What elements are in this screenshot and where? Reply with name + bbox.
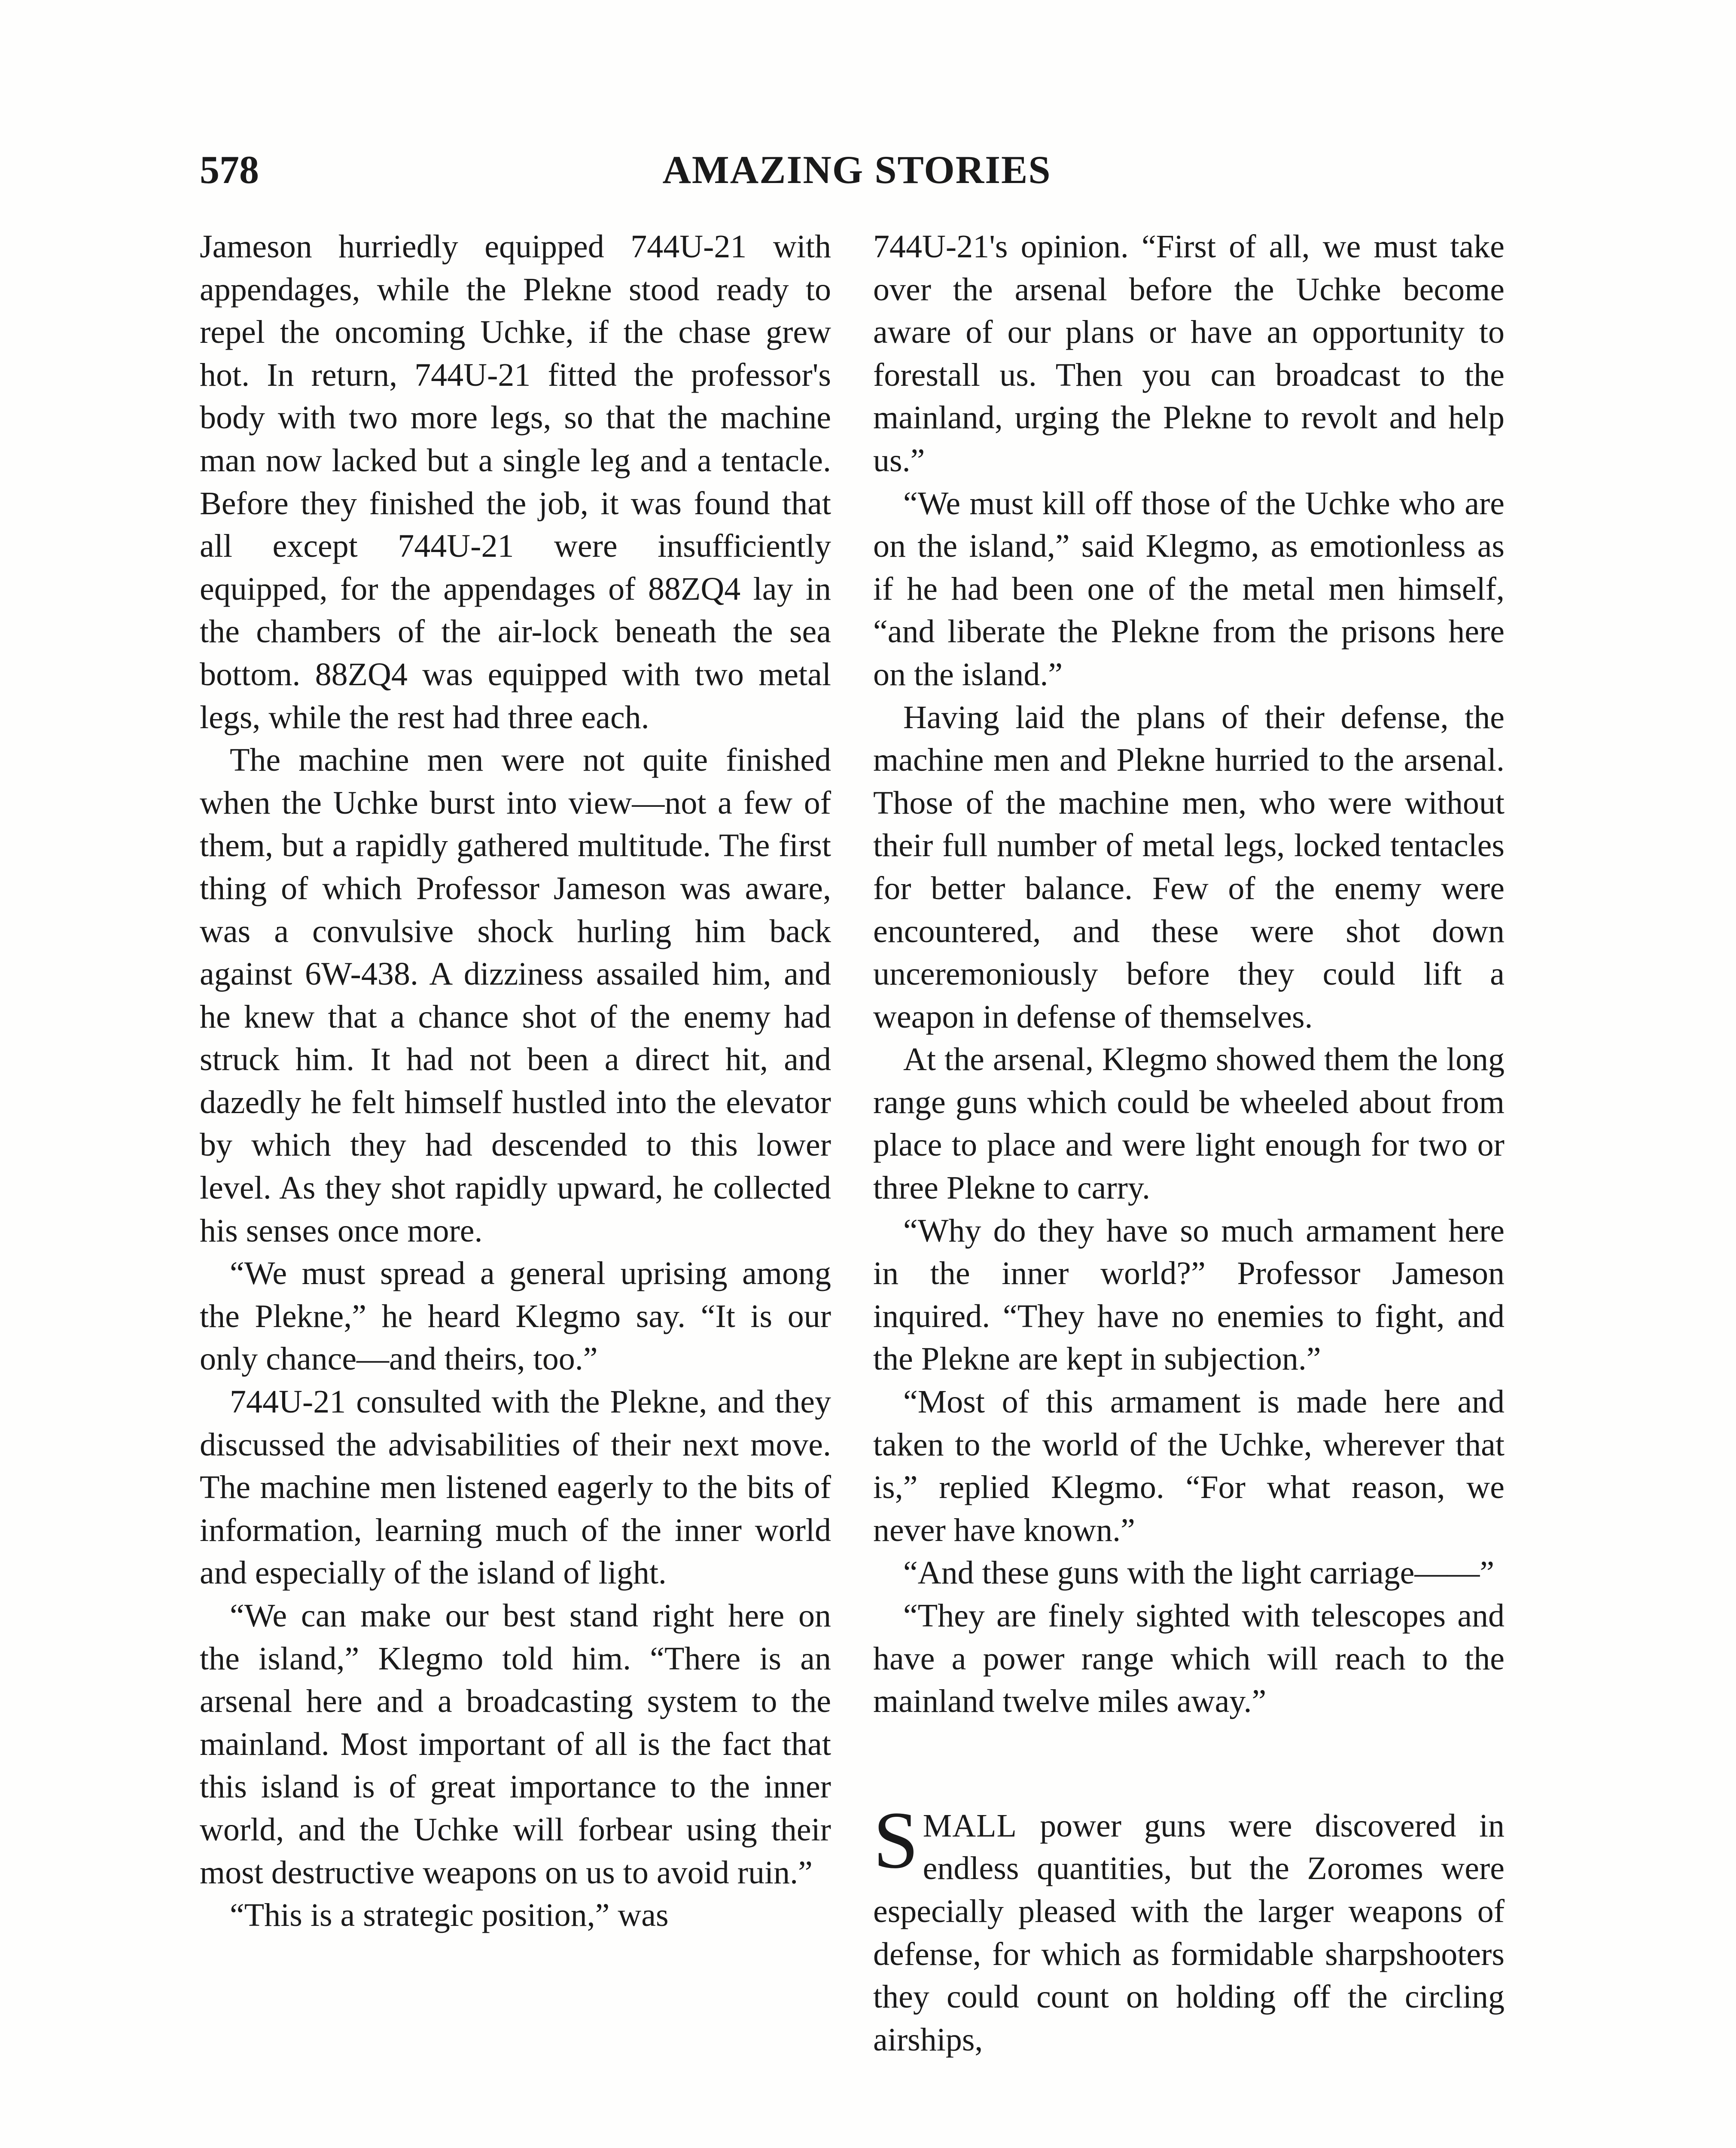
page-header [200, 144, 1514, 204]
paragraph: Having laid the plans of their defense, the machine men and Plekne hurried to the arsenal. Those of the machine men, who were without their full number of metal legs, locked tentacles for better balance. Few of the enemy were encountered, and these were shot down unceremoniously before they could lift a weapon in defense of themselves. [873, 699, 1505, 1035]
drop-cap: S [873, 1795, 919, 1886]
section-lead-word: MALL [923, 1807, 1017, 1844]
paragraph: “And these guns with the light carriage——” [903, 1555, 1495, 1591]
paragraph: Jameson hurriedly equipped 744U-21 with appendages, while the Plekne stood ready to repel the oncoming Uchke, if the chase grew hot. In return, 744U-21 fitted the professor's body with two more legs, so that the machine man now lacked but a single leg and a tentacle. Before they finished the job, it was found that all except 744U-21 were insufficiently equipped, for the appendages of 88ZQ4 lay in the chambers of the air-lock beneath the sea bottom. 88ZQ4 was equipped with two metal legs, while the rest had three each. [200, 229, 831, 735]
paragraph: “We must spread a general uprising among the Plekne,” he heard Klegmo say. “It is our only chance—and theirs, too.” [200, 1255, 831, 1377]
paragraph: “We can make our best stand right here on the island,” Klegmo told him. “There is an arsenal here and a broadcasting system to the mainland. Most important of all is the fact that this island is of great importance to the inner world, and the Uchke will forbear using their most destructive weapons on us to avoid ruin.” [200, 1598, 831, 1891]
page-number: 578 [200, 148, 259, 192]
paragraph: “They are finely sighted with telescopes and have a power range which will reach to the mainland twelve miles away.” [873, 1598, 1505, 1720]
paragraph: “Why do they have so much armament here in the inner world?” Professor Jameson inquired. “They have no enemies to fight, and the Plekne are kept in subjection.” [873, 1212, 1505, 1377]
left-column [200, 226, 831, 1937]
paragraph: “Most of this armament is made here and taken to the world of the Uchke, wherever that is,” replied Klegmo. “For what reason, we never have known.” [873, 1384, 1505, 1548]
paragraph: At the arsenal, Klegmo showed them the long range guns which could be wheeled about from place to place and were light enough for two or three Plekne to carry. [873, 1041, 1505, 1206]
paragraph: 744U-21's opinion. “First of all, we must take over the arsenal before the Uchke become aware of our plans or have an opportunity to forestall us. Then you can broadcast to the mainland, urging the Plekne to revolt and help us.” [873, 229, 1505, 479]
right-column [873, 226, 1505, 2061]
paragraph: “We must kill off those of the Uchke who are on the island,” said Klegmo, as emotionless as if he had been one of the metal men himself, “and liberate the Plekne from the prisons here on the island.” [873, 485, 1505, 693]
running-head: AMAZING STORIES [662, 148, 1051, 192]
paragraph: 744U-21 consulted with the Plekne, and they discussed the advisabilities of their next move. The machine men listened eagerly to the bits of information, learning much of the inner world and especially of the island of light. [200, 1384, 831, 1591]
section-opening-paragraph [873, 1795, 1505, 2062]
paragraph: The machine men were not quite finished when the Uchke burst into view—not a few of them, but a rapidly gathered multitude. The first thing of which Professor Jameson was aware, was a convulsive shock hurling him back against 6W-438. A dizziness assailed him, and he knew that a chance shot of the enemy had struck him. It had not been a direct hit, and dazedly he felt himself hustled into the elevator by which they had descended to this lower level. As they shot rapidly upward, he collected his senses once more. [200, 742, 831, 1249]
paragraph: “This is a strategic position,” was [230, 1897, 669, 1934]
section-text: power guns were discovered in endless quantities, but the Zoromes were especially pleased with the larger weapons of defense, for which as formidable sharpshooters they could count on holding off the circling airships, [873, 1807, 1505, 2058]
